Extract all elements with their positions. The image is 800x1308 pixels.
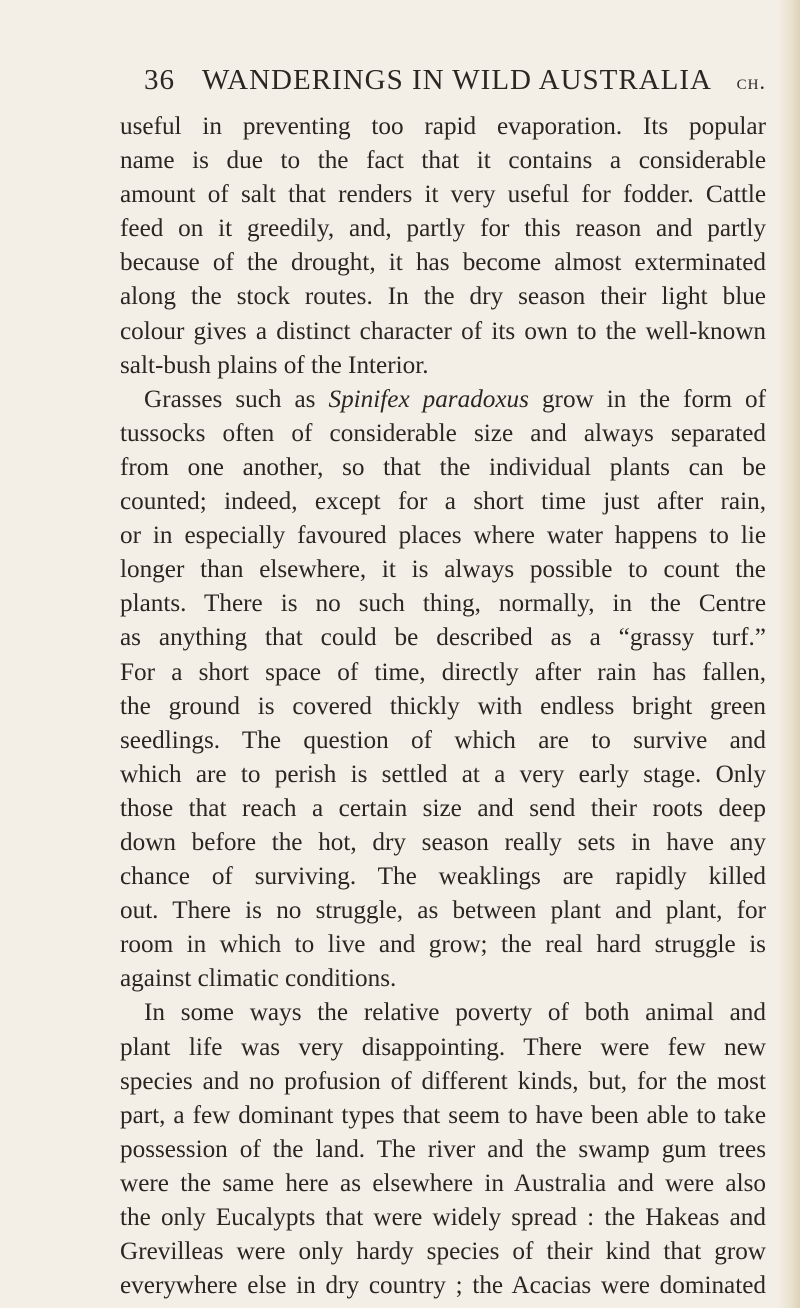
text-line: were the same here as elsewhere in Australia and were also xyxy=(120,1169,766,1197)
text-fragment: grow in the form of xyxy=(528,385,767,413)
text-line: down before the hot, dry season really sets in have any xyxy=(120,828,766,856)
text-line: For a short space of time, directly after rain has fallen, xyxy=(120,658,766,686)
text-line: everywhere else in dry country ; the Acacias were dominated xyxy=(120,1272,766,1300)
text-line: because of the drought, it has become almost exterminated xyxy=(120,249,766,277)
text-line: which are to perish is settled at a very early stage. Only xyxy=(120,760,766,788)
text-line: Grevilleas were only hardy species of their kind that grow xyxy=(120,1238,766,1266)
text-line: possession of the land. The river and the swamp gum trees xyxy=(120,1135,766,1163)
paragraph xyxy=(120,383,766,997)
running-header xyxy=(144,64,766,97)
text-line xyxy=(120,383,766,417)
text-line: colour gives a distinct character of its own to the well-known xyxy=(120,317,766,345)
text-line: part, a few dominant types that seem to have been able to take xyxy=(120,1101,766,1129)
text-line: species and no profusion of different kinds, but, for the most xyxy=(120,1067,766,1095)
text-line: the only Eucalypts that were widely spread : the Hakeas and xyxy=(120,1204,766,1231)
text-line: or in especially favoured places where water happens to lie xyxy=(120,522,766,550)
text-line: out. There is no struggle, as between plant and plant, for xyxy=(120,897,766,925)
text-line: amount of salt that renders it very useful for fodder. Cattle xyxy=(120,181,766,209)
species-name: Spinifex paradoxus xyxy=(328,385,529,413)
text-line: plant life was very disappointing. There were few new xyxy=(120,1033,766,1061)
text-line: In some ways the relative poverty of both animal and xyxy=(144,999,766,1027)
text-line: tussocks often of considerable size and always separated xyxy=(120,419,766,447)
text-line: as anything that could be described as a “grassy turf.” xyxy=(120,624,766,652)
text-line: against climatic conditions. xyxy=(120,965,397,993)
chapter-abbreviation: ch. xyxy=(736,69,766,94)
text-line: along the stock routes. In the dry season their light blue xyxy=(120,283,766,311)
text-line: salt-bush plains of the Interior. xyxy=(120,351,429,379)
text-line: longer than elsewhere, it is always possible to count the xyxy=(120,556,766,584)
text-fragment: Grasses such as xyxy=(144,385,329,413)
page-number: 36 xyxy=(144,64,175,96)
running-title: WANDERINGS IN WILD AUSTRALIA xyxy=(202,64,712,96)
text-line: those that reach a certain size and send their roots deep xyxy=(120,794,766,822)
text-line: name is due to the fact that it contains a considerable xyxy=(120,147,766,175)
text-line: seedlings. The question of which are to survive and xyxy=(120,726,766,754)
text-line: room in which to live and grow; the real hard struggle is xyxy=(120,931,766,959)
paragraph xyxy=(120,110,766,383)
text-line: counted; indeed, except for a short time just after rain, xyxy=(120,488,766,516)
paragraph xyxy=(120,996,766,1303)
text-line: from one another, so that the individual plants can be xyxy=(120,453,766,481)
text-line: chance of surviving. The weaklings are rapidly killed xyxy=(120,863,766,891)
text-line: plants. There is no such thing, normally, in the Centre xyxy=(120,590,766,618)
text-line: useful in preventing too rapid evaporation. Its popular xyxy=(120,113,766,140)
text-line: feed on it greedily, and, partly for this reason and partly xyxy=(120,215,766,243)
text-line: the ground is covered thickly with endless bright green xyxy=(120,692,766,720)
page-edge-shadow xyxy=(778,0,800,1308)
body-text xyxy=(120,110,766,1303)
